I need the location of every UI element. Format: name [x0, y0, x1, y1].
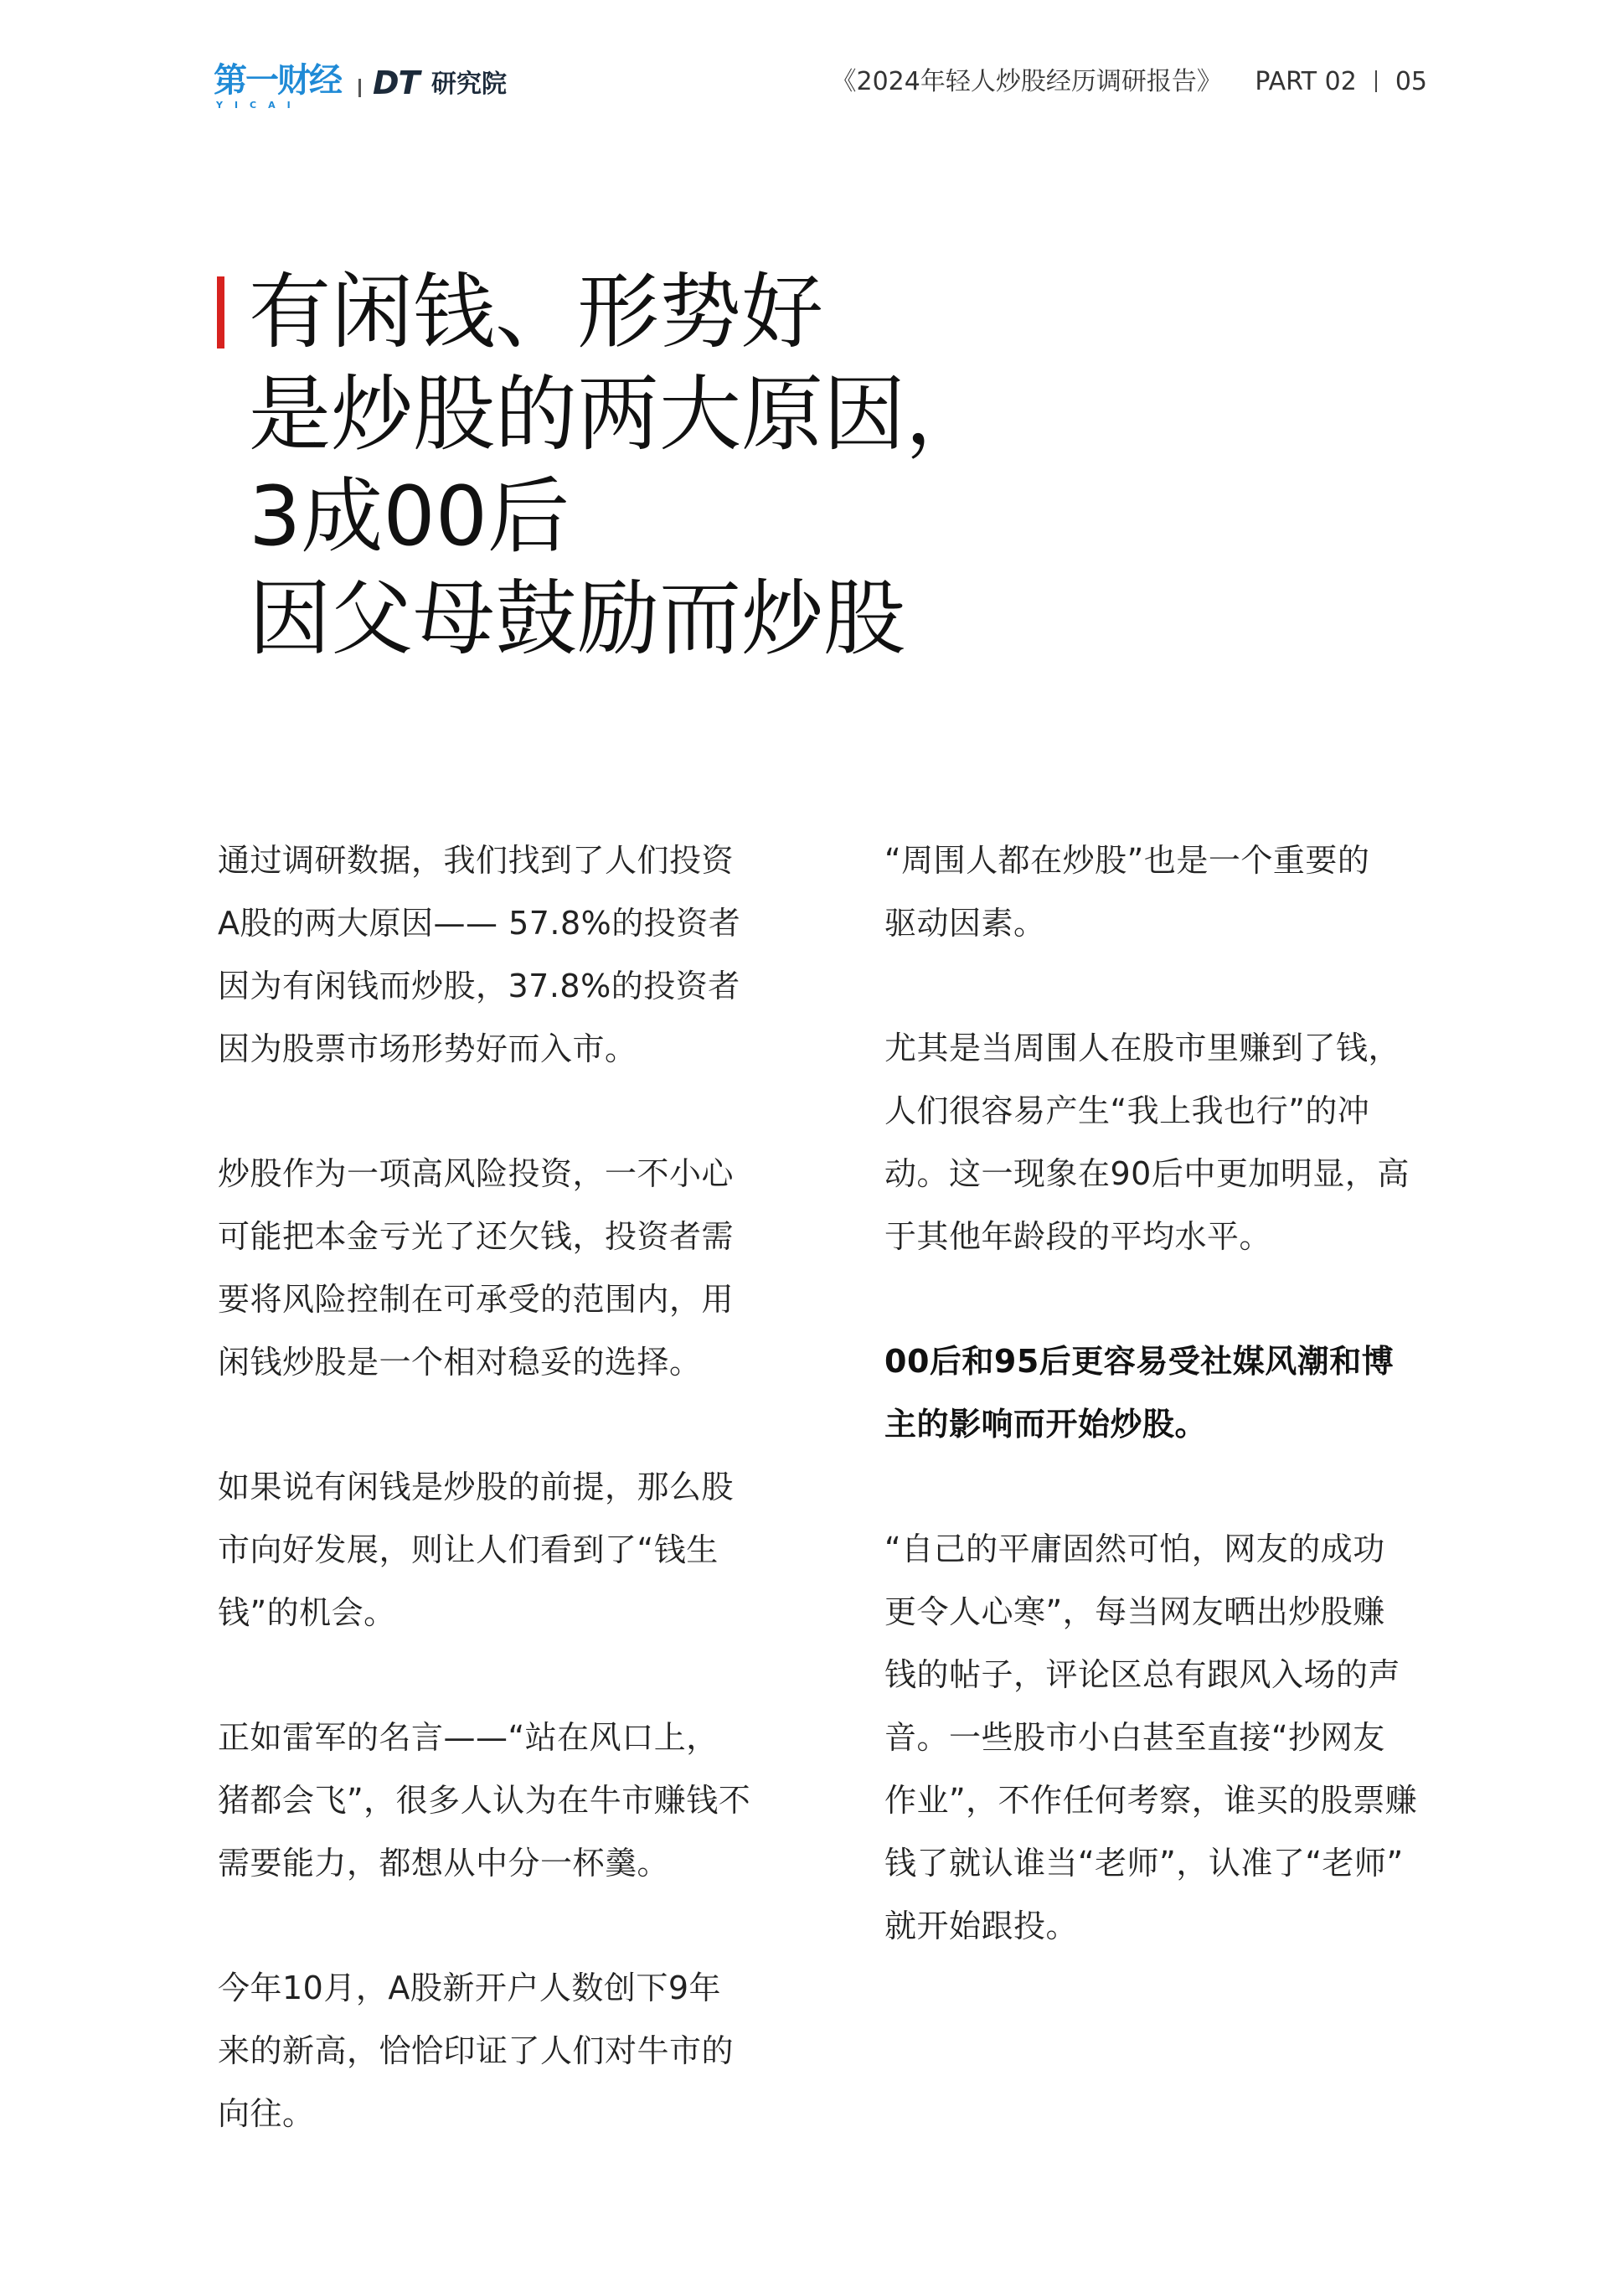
paragraph-line: 尤其是当周围人在股市里赚到了钱，	[884, 1030, 1401, 1066]
title-line: 是炒股的两大原因，	[249, 367, 988, 462]
title-line: 3成00后	[249, 469, 570, 565]
paragraph	[884, 1017, 1420, 1268]
title-line: 有闲钱、形势好	[249, 265, 824, 360]
paragraph-line: 因为有闲钱而炒股，37.8%的投资者	[218, 968, 740, 1004]
header-divider	[1375, 70, 1377, 92]
paragraph-line: 钱”的机会。	[218, 1594, 396, 1631]
part-label: PART 02	[1255, 67, 1357, 96]
left-column	[218, 829, 762, 2207]
paragraph-line: 向往。	[218, 2095, 315, 2132]
page-title	[249, 261, 987, 670]
paragraph-line: 动。这一现象在90后中更加明显，高	[884, 1155, 1410, 1192]
paragraph	[218, 1957, 762, 2145]
paragraph-line: 因为股票市场形势好而入市。	[218, 1030, 637, 1067]
paragraph-line: 炒股作为一项高风险投资，一不小心	[218, 1155, 735, 1192]
paragraph-line: 钱了就认谁当“老师”，认准了“老师”	[884, 1845, 1404, 1882]
paragraph-line: 更令人心寒”，每当网友晒出炒股赚	[884, 1593, 1385, 1630]
page-number: 05	[1395, 67, 1427, 96]
dt-logo-text: 研究院	[431, 70, 507, 99]
right-column	[884, 829, 1420, 2020]
paragraph-line: 需要能力，都想从中分一杯羹。	[218, 1845, 670, 1882]
paragraph-line: 来的新高，恰恰印证了人们对牛市的	[218, 2032, 735, 2069]
paragraph-line: 人们很容易产生“我上我也行”的冲	[884, 1092, 1370, 1129]
paragraph	[884, 1518, 1420, 1958]
paragraph-line: 闲钱炒股是一个相对稳妥的选择。	[218, 1344, 702, 1381]
title-accent-bar	[217, 276, 224, 348]
paragraph-line: 通过调研数据，我们找到了人们投资	[218, 842, 735, 879]
paragraph	[884, 1330, 1420, 1456]
paragraph-line: 就开始跟投。	[884, 1908, 1079, 1944]
paragraph-line: 要将风险控制在可承受的范围内，用	[218, 1281, 735, 1318]
paragraph-line: 00后和95后更容易受社媒风潮和博	[884, 1343, 1395, 1380]
paragraph	[218, 829, 762, 1081]
paragraph-line: 音。一些股市小白甚至直接“抄网友	[884, 1719, 1385, 1756]
paragraph	[884, 829, 1420, 955]
paragraph-line: 驱动因素。	[884, 905, 1046, 942]
paragraph-line: 今年10月，A股新开户人数创下9年	[218, 1970, 722, 2006]
paragraph-line: 猪都会飞”，很多人认为在牛市赚钱不	[218, 1782, 751, 1819]
yicai-logo: 第一财经	[214, 61, 341, 100]
paragraph	[218, 1706, 762, 1895]
title-line: 因父母鼓励而炒股	[249, 571, 906, 667]
paragraph-line: 作业”，不作任何考察，谁买的股票赚	[884, 1782, 1418, 1819]
paragraph-line: 可能把本金亏光了还欠钱，投资者需	[218, 1218, 735, 1255]
paragraph-line: “自己的平庸固然可怕，网友的成功	[884, 1531, 1385, 1567]
page-header	[0, 0, 1624, 134]
paragraph-line: 正如雷军的名言——“站在风口上，	[218, 1719, 719, 1756]
paragraph	[218, 1456, 762, 1644]
paragraph-line: “周围人都在炒股”也是一个重要的	[884, 842, 1370, 879]
dt-logo: DT	[373, 65, 420, 101]
report-header	[832, 67, 1428, 97]
paragraph-line: 钱的帖子，评论区总有跟风入场的声	[884, 1656, 1401, 1693]
report-title: 《2024年轻人炒股经历调研报告》	[831, 67, 1222, 96]
paragraph-line: 如果说有闲钱是炒股的前提，那么股	[218, 1469, 735, 1505]
paragraph-line: 主的影响而开始炒股。	[884, 1406, 1208, 1443]
paragraph-line: 于其他年龄段的平均水平。	[884, 1218, 1272, 1255]
logo-divider	[358, 79, 361, 97]
paragraph	[218, 1143, 762, 1394]
paragraph-line: 市向好发展，则让人们看到了“钱生	[218, 1531, 719, 1568]
yicai-logo-subtext: YICAI	[216, 100, 302, 111]
paragraph-line: A股的两大原因—— 57.8%的投资者	[218, 905, 741, 942]
